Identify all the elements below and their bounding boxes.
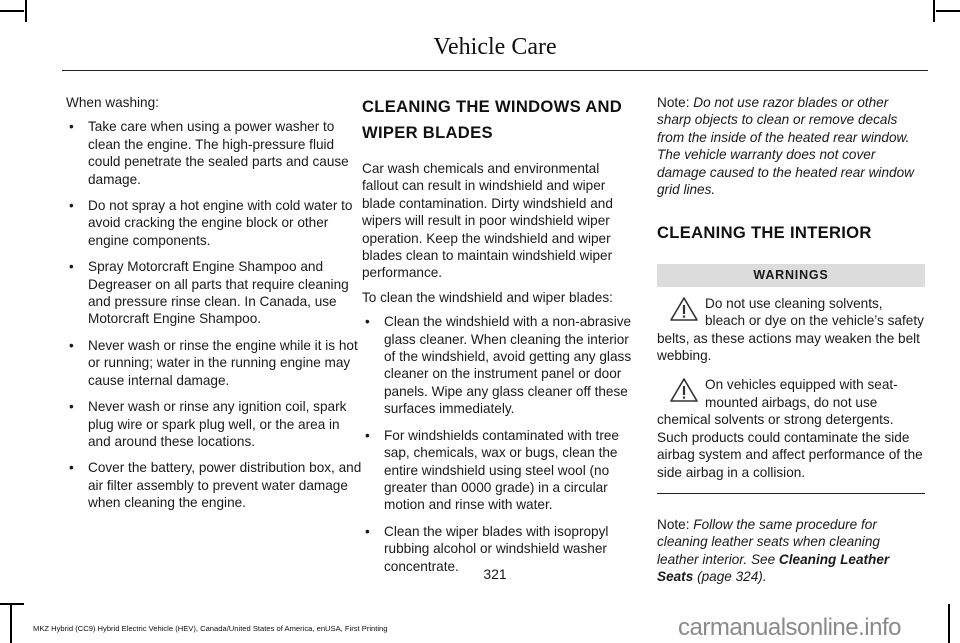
windows-heading-line1: CLEANING THE WINDOWS AND bbox=[362, 97, 623, 116]
note-label: Note: bbox=[657, 516, 690, 532]
list-item: • Take care when using a power washer to clean the engine. The high-pressure fluid could penetrate the sealed parts and cause damage. bbox=[66, 118, 366, 188]
footer-text: MKZ Hybrid (CC9) Hybrid Electric Vehicle (HEV), Canada/United States of America, enUSA, First Printing bbox=[33, 624, 388, 633]
list-item: • Clean the wiper blades with isopropyl rubbing alcohol or windshield washer concentrate. bbox=[362, 523, 632, 575]
warning-item bbox=[657, 376, 925, 480]
crop-mark bbox=[936, 10, 960, 12]
warning-item bbox=[657, 295, 925, 365]
list-item: • Cover the battery, power distribution box, and air filter assembly to prevent water damage when cleaning the engine. bbox=[66, 459, 366, 511]
crop-mark bbox=[933, 0, 935, 22]
note-label: Note: bbox=[657, 95, 690, 110]
warning-text: Do not use cleaning solvents, bleach or dye on the vehicle’s safety belts, as these actions may weaken the belt webbing. bbox=[657, 295, 924, 364]
page-header-title: Vehicle Care bbox=[433, 34, 557, 60]
list-item: • Never wash or rinse any ignition coil, spark plug wire or spark plug well, or the area in and around these locations. bbox=[66, 398, 366, 450]
list-item: • Spray Motorcraft Engine Shampoo and Degreaser on all parts that require cleaning and pressure rinse clean. In Canada, use Motorcraft Engine Shampoo. bbox=[66, 258, 366, 328]
note-text: Follow the same procedure for cleaning leather seats when cleaning leather interior. See bbox=[657, 516, 880, 567]
windows-paragraph: Car wash chemicals and environmental fallout can result in windshield and wiper blade contamination. Dirty windshield and wipers will result in poor windshield wiper operation. Keep the windshield and wiper blades clean to maintain windshield wiper performance. bbox=[362, 161, 613, 281]
middle-column bbox=[362, 94, 632, 584]
razor-note bbox=[657, 94, 925, 198]
cross-reference-link[interactable]: Cleaning Leather Seats bbox=[657, 551, 890, 585]
left-column bbox=[66, 94, 366, 521]
list-item: • Clean the windshield with a non-abrasive glass cleaner. When cleaning the interior of the windshield, avoid getting any glass cleaner on the instrument panel or door panels. Wipe any glass cleaner off these surfaces immediately. bbox=[362, 313, 632, 417]
crop-mark bbox=[0, 603, 24, 605]
crop-mark bbox=[0, 10, 24, 12]
page-reference: (page 324). bbox=[697, 569, 767, 585]
list-item: • For windshields contaminated with tree sap, chemicals, wax or bugs, clean the entire windshield using steel wool (no greater than 0000 grade) in a circular motion and rinse with water. bbox=[362, 427, 632, 514]
windows-heading-line2: WIPER BLADES bbox=[362, 123, 493, 142]
crop-mark bbox=[25, 0, 27, 22]
windows-list bbox=[362, 313, 632, 575]
note-text: Do not use razor blades or other sharp objects to clean or remove decals from the inside of the heated rear window. The vehicle warranty does not cover damage caused to the heated rear window grid lines. bbox=[657, 95, 914, 198]
warnings-divider bbox=[657, 493, 925, 494]
windows-heading bbox=[362, 94, 632, 146]
interior-heading: CLEANING THE INTERIOR bbox=[657, 223, 872, 243]
crop-mark bbox=[10, 604, 12, 643]
list-item: • Do not spray a hot engine with cold water to avoid cracking the engine block or other engine components. bbox=[66, 197, 366, 249]
washing-list bbox=[66, 118, 366, 511]
warning-triangle-icon bbox=[669, 377, 699, 403]
warnings-banner: WARNINGS bbox=[657, 264, 925, 286]
page-number: 321 bbox=[483, 566, 507, 582]
list-item: • Never wash or rinse the engine while it is hot or running; water in the running engine may cause internal damage. bbox=[66, 337, 366, 389]
crop-mark bbox=[948, 604, 950, 643]
warning-text: On vehicles equipped with seat-mounted airbags, do not use chemical solvents or strong detergents. Such products could contaminate the side airbag system and affect performance of the side airbag in a collision. bbox=[657, 377, 923, 480]
washing-intro: When washing: bbox=[66, 95, 159, 110]
header-divider bbox=[62, 70, 928, 71]
windows-instructions-intro: To clean the windshield and wiper blades: bbox=[362, 289, 613, 305]
warning-triangle-icon bbox=[669, 296, 699, 322]
right-column bbox=[657, 94, 925, 593]
watermark: carmanualsonline.info bbox=[678, 614, 901, 641]
